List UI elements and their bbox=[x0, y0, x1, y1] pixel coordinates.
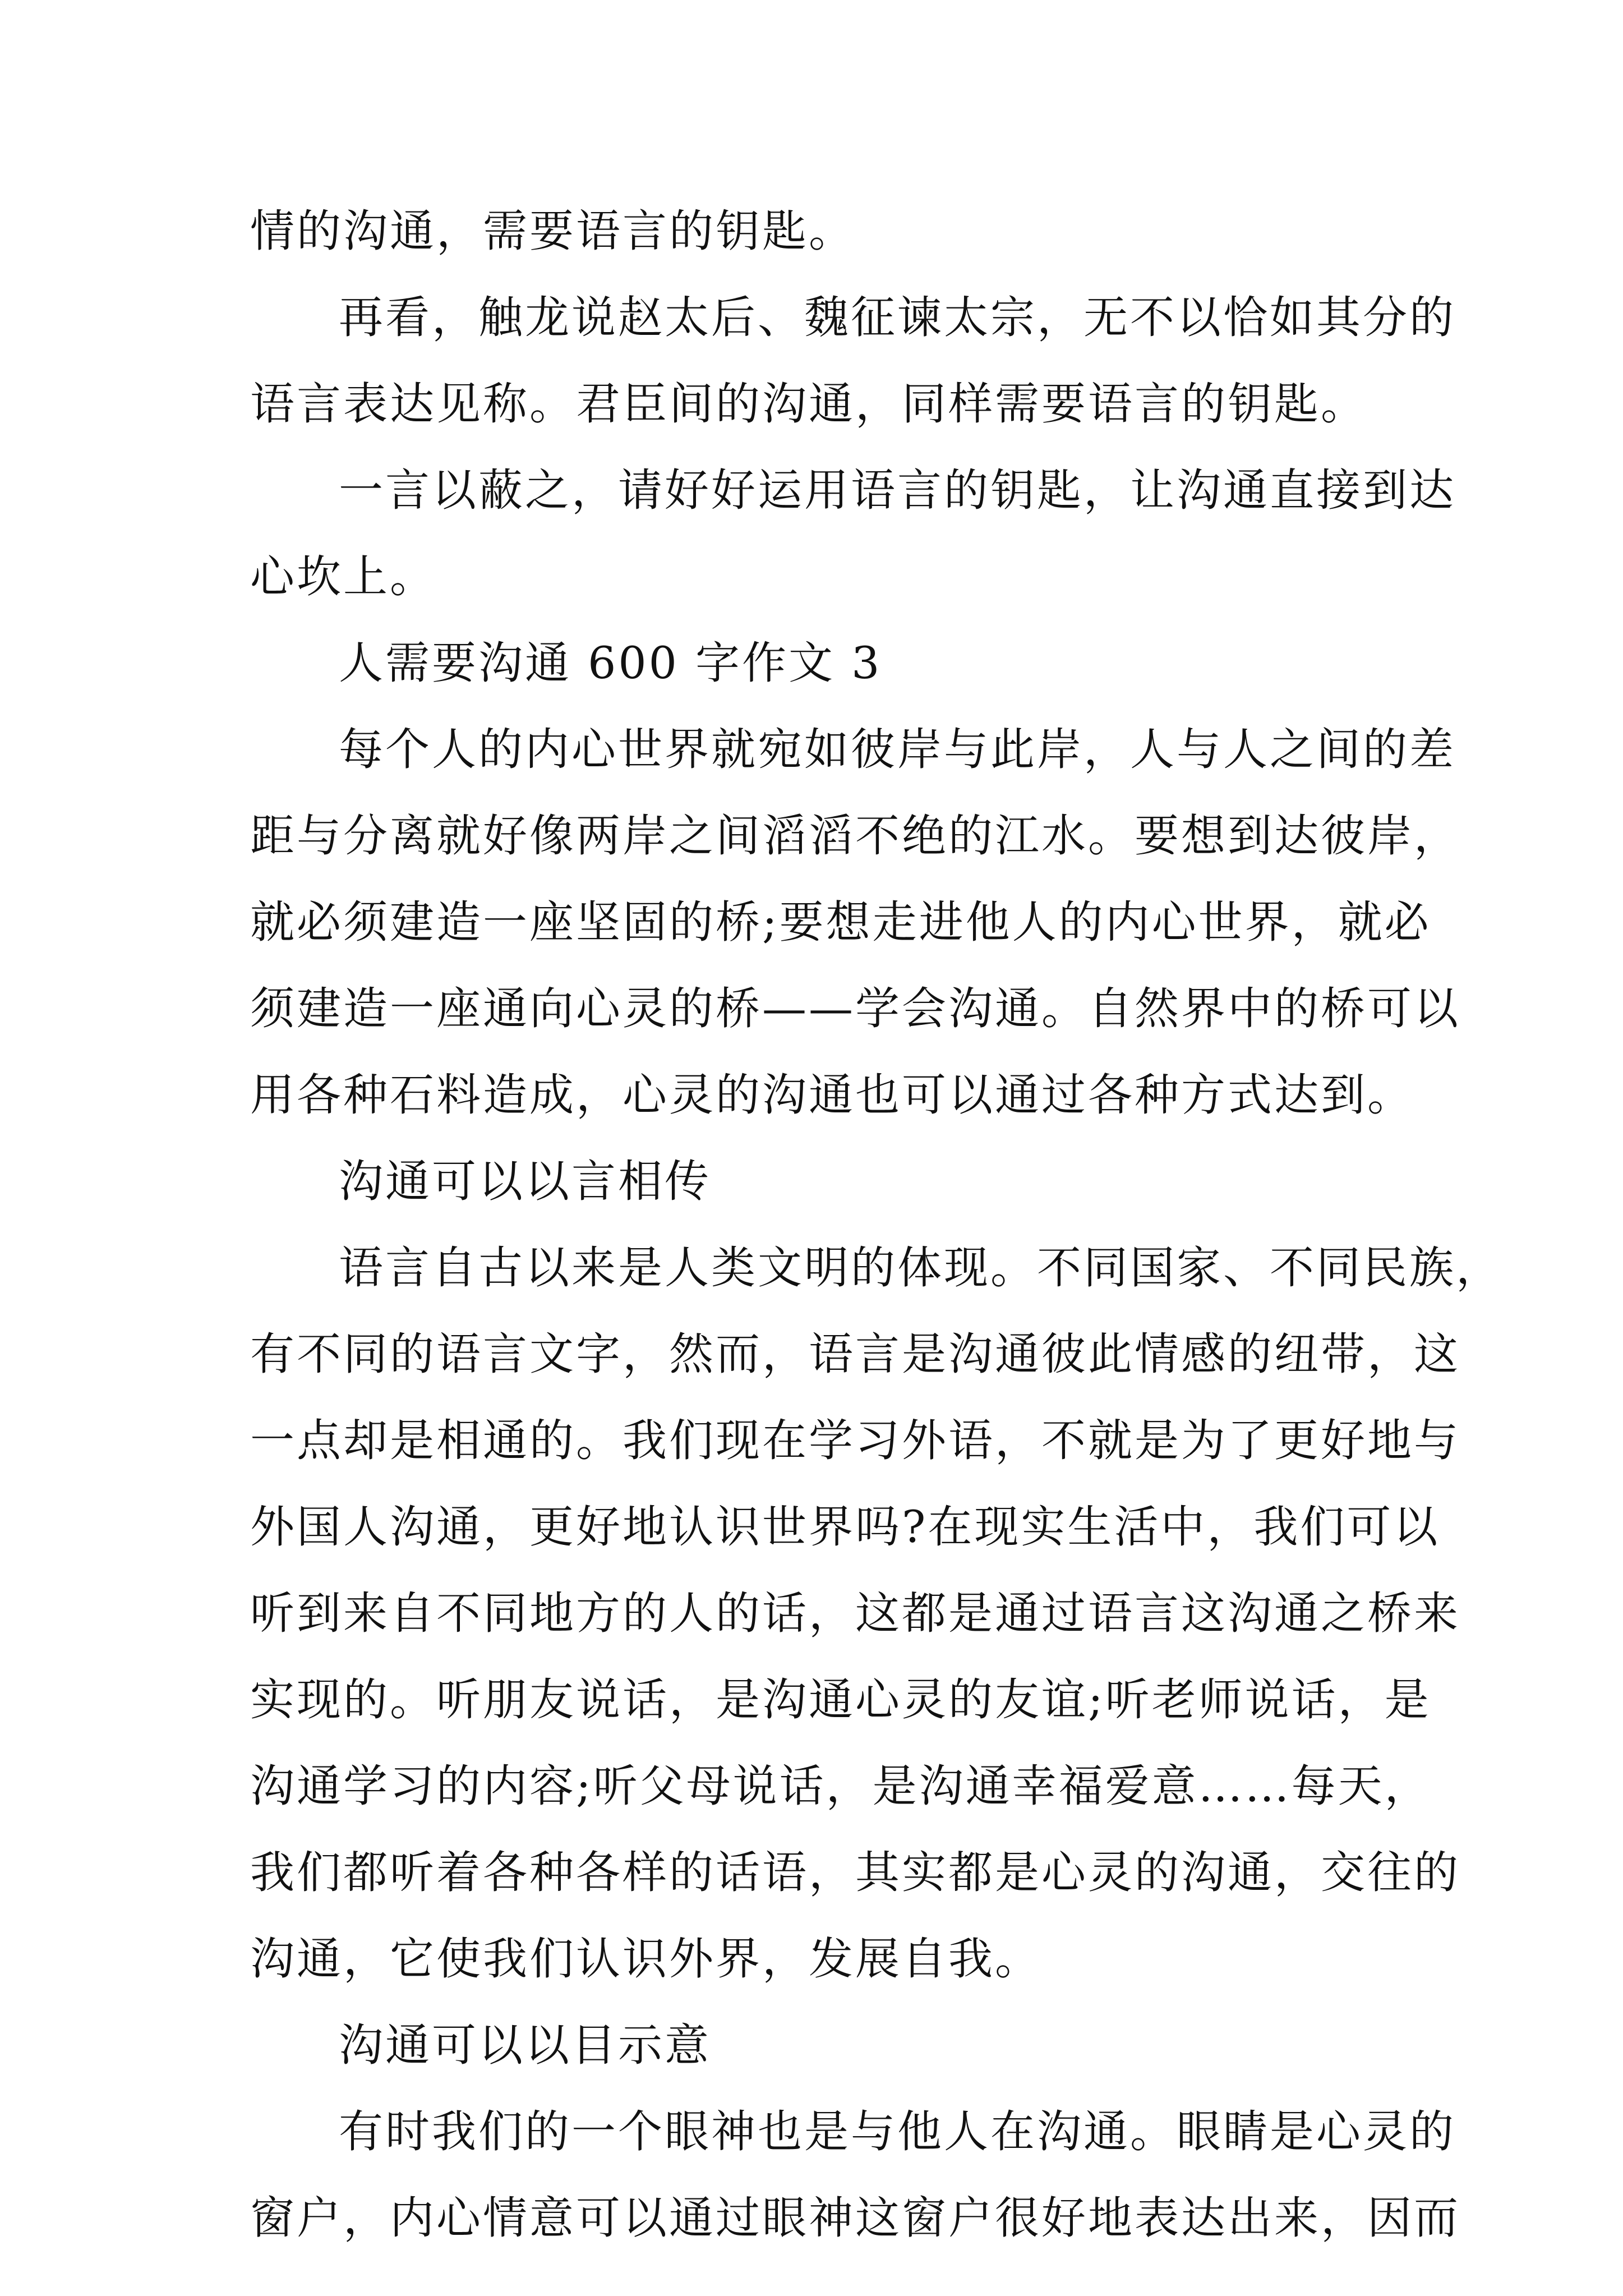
text-line: 窗户，内心情意可以通过眼神这窗户很好地表达出来，因而 bbox=[250, 2192, 1460, 2244]
text-line: 每个人的内心世界就宛如彼岸与此岸，人与人之间的差 bbox=[339, 724, 1456, 775]
text-line: 外国人沟通，更好地认识世界吗?在现实生活中，我们可以 bbox=[250, 1501, 1440, 1553]
text-line: 有不同的语言文字，然而，语言是沟通彼此情感的纽带，这 bbox=[250, 1328, 1460, 1380]
text-line: 语言表达见称。君臣间的沟通，同样需要语言的钥匙。 bbox=[250, 378, 1367, 430]
text-line: 心坎上。 bbox=[250, 551, 436, 602]
text-line: 实现的。听朋友说话，是沟通心灵的友谊;听老师说话，是 bbox=[250, 1674, 1431, 1726]
text-line: 沟通，它使我们认识外界，发展自我。 bbox=[250, 1933, 1041, 1985]
section-heading: 人需要沟通 600 字作文 3 bbox=[339, 637, 882, 689]
text-line: 一点却是相通的。我们现在学习外语，不就是为了更好地与 bbox=[250, 1415, 1460, 1466]
text-line: 情的沟通，需要语言的钥匙。 bbox=[250, 205, 855, 257]
subheading: 沟通可以以言相传 bbox=[339, 1156, 711, 1207]
document-body bbox=[250, 188, 1502, 2261]
text-line: 再看，触龙说赵太后、魏征谏太宗，无不以恰如其分的 bbox=[339, 292, 1456, 343]
text-line: 我们都听着各种各样的话语，其实都是心灵的沟通，交往的 bbox=[250, 1847, 1460, 1898]
text-line: 须建造一座通向心灵的桥——学会沟通。自然界中的桥可以 bbox=[250, 983, 1460, 1034]
text-line: 听到来自不同地方的人的话，这都是通过语言这沟通之桥来 bbox=[250, 1588, 1460, 1639]
text-line: 沟通学习的内容;听父母说话，是沟通幸福爱意……每天， bbox=[250, 1760, 1431, 1812]
text-line: 用各种石料造成，心灵的沟通也可以通过各种方式达到。 bbox=[250, 1069, 1414, 1121]
text-line: 距与分离就好像两岸之间滔滔不绝的江水。要想到达彼岸， bbox=[250, 810, 1460, 862]
text-line: 语言自古以来是人类文明的体现。不同国家、不同民族， bbox=[339, 1242, 1502, 1294]
text-line: 就必须建造一座坚固的桥;要想走进他人的内心世界，就必 bbox=[250, 896, 1431, 948]
text-line: 有时我们的一个眼神也是与他人在沟通。眼睛是心灵的 bbox=[339, 2106, 1456, 2157]
subheading: 沟通可以以目示意 bbox=[339, 2019, 711, 2071]
text-line: 一言以蔽之，请好好运用语言的钥匙，让沟通直接到达 bbox=[339, 464, 1456, 516]
